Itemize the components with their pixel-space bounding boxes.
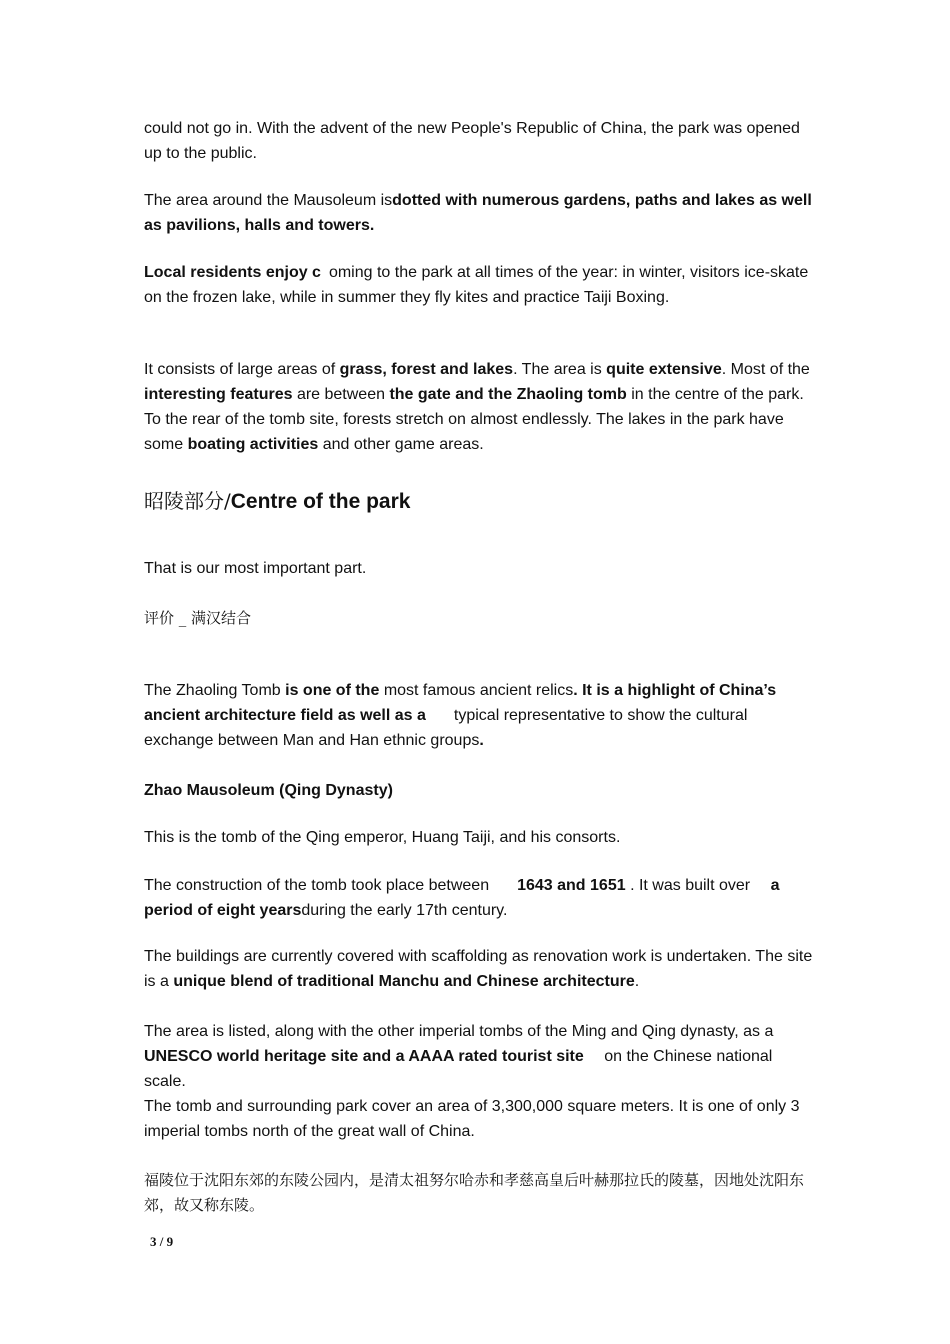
subheading-zhao-mausoleum: Zhao Mausoleum (Qing Dynasty) (144, 782, 393, 799)
paragraph-area-around-mausoleum: The area around the Mausoleum isdotted with numerous gardens, paths and lakes as well as pavilions, halls and towers. (144, 192, 812, 234)
paragraph-park-opened: could not go in. With the advent of the new People's Republic of China, the park was opened up to the public. (144, 120, 800, 162)
paragraph-unesco: The area is listed, along with the other imperial tombs of the Ming and Qing dynasty, as a UNESCO world heritage site and a AAAA rated tourist site on the Chinese national scale. The tomb and surrounding park cover an area of 3,300,000 square meters. It is one of only 3 imperial tombs north of the great wall of China. (144, 1023, 800, 1140)
paragraph-park-consists: It consists of large areas of grass, forest and lakes. The area is quite extensive. Most of the interesting features are between the gate and the Zhaoling tomb in the centre of the park. To the rear of the tomb site, forests stretch on almost endlessly. The lakes in the park have some boating activities and other game areas. (144, 361, 810, 453)
paragraph-fuling-chinese: 福陵位于沈阳东郊的东陵公园内，是清太祖努尔哈赤和孝慈高皇后叶赫那拉氏的陵墓，因地处沈阳东郊，故又称东陵。 (144, 1171, 805, 1214)
paragraph-important-part: That is our most important part. (144, 560, 367, 577)
paragraph-scaffolding: The buildings are currently covered with scaffolding as renovation work is undertaken. The site is a unique blend of traditional Manchu and Chinese architecture. (144, 948, 813, 990)
paragraph-evaluation: 评价 _ 满汉结合 (144, 609, 252, 627)
paragraph-construction: The construction of the tomb took place between 1643 and 1651 . It was built over a period of eight yearsduring the early 17th century. (144, 877, 780, 919)
paragraph-tomb-of-emperor: This is the tomb of the Qing emperor, Huang Taiji, and his consorts. (144, 829, 621, 846)
section-heading: 昭陵部分/Centre of the park (144, 489, 411, 513)
paragraph-local-residents: Local residents enjoy c oming to the park at all times of the year: in winter, visitors ice-skate on the frozen lake, while in summer they fly kites and practice Taiji Boxing. (144, 264, 809, 306)
page-number: 3 / 9 (150, 1234, 174, 1249)
paragraph-zhaoling-tomb: The Zhaoling Tomb is one of the most famous ancient relics. It is a highlight of China’s ancient architecture field as well as a typical representative to show the cultural exchange between Man and Han ethnic groups. (144, 682, 777, 749)
